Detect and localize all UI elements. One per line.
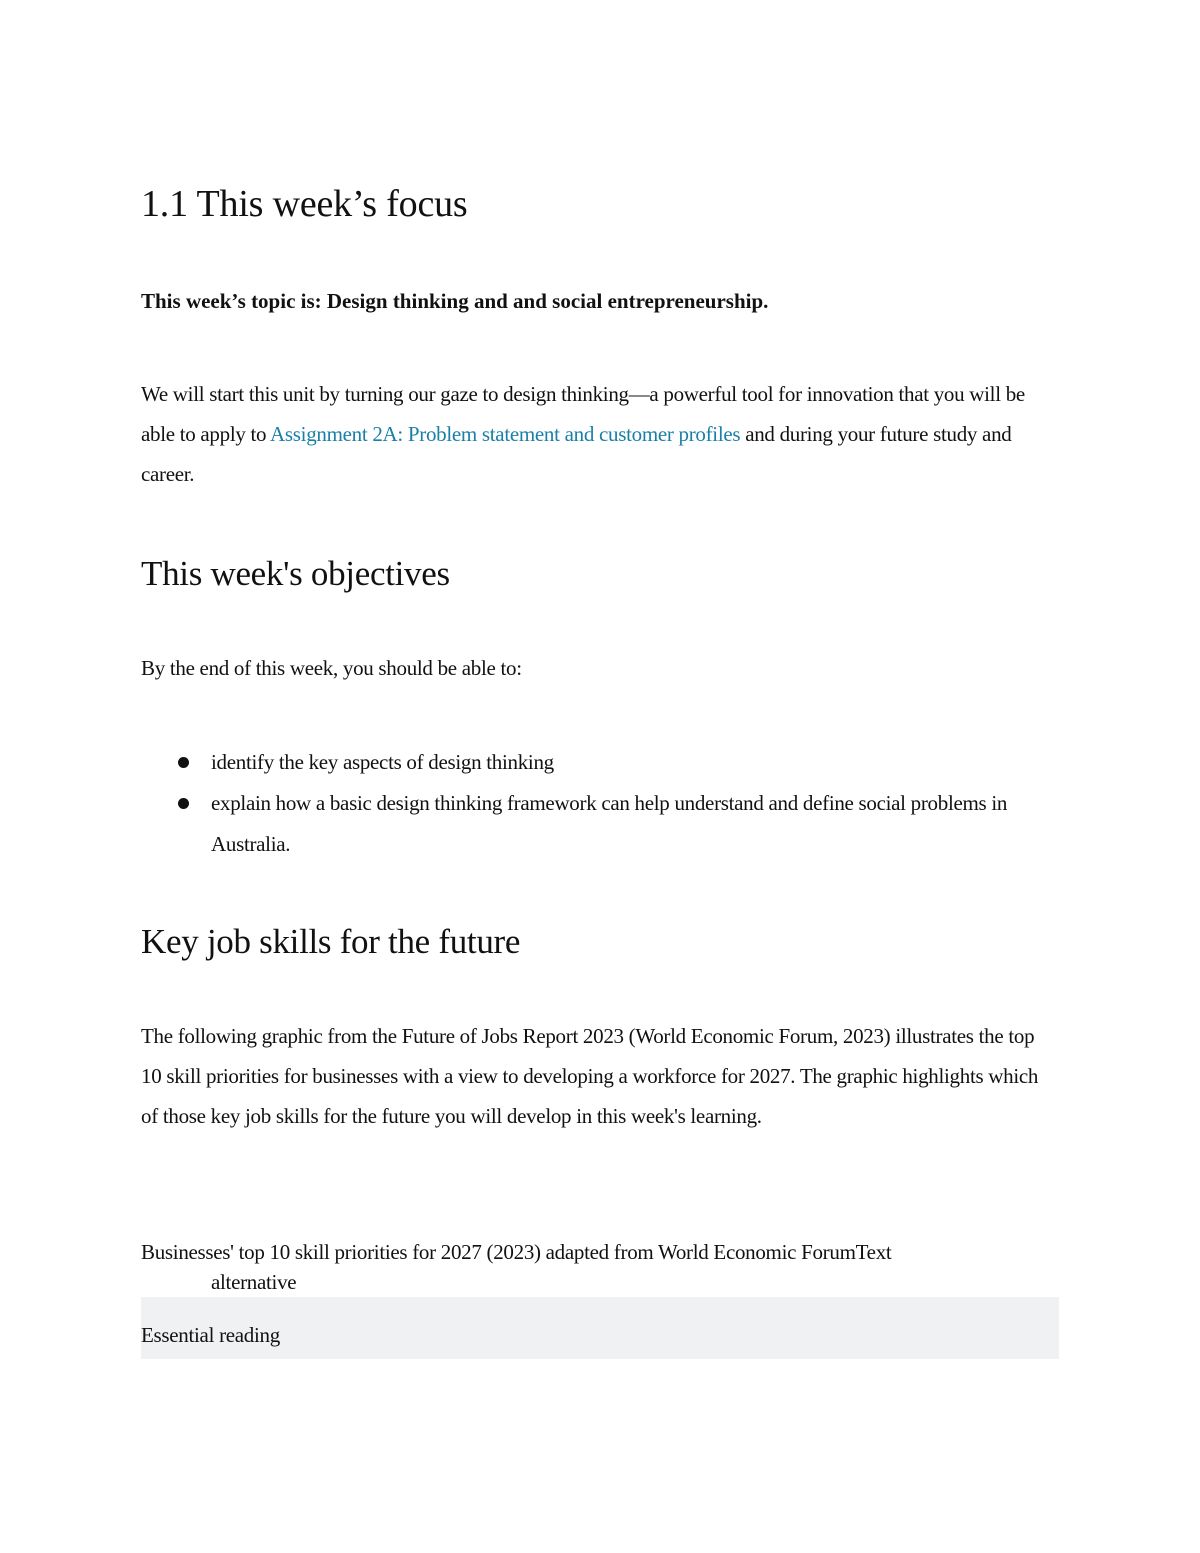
objectives-list: [141, 742, 1059, 865]
list-item: [141, 783, 1059, 865]
intro-paragraph: [141, 374, 1059, 494]
text-alternative-link[interactable]: alternative: [211, 1270, 297, 1294]
skills-paragraph: The following graphic from the Future of Jobs Report 2023 (World Economic Forum, 2023) illustrates the top 10 skill priorities for businesses with a view to developing a workforce for 2027. The graphic highlights which of those key job skills for the future you will develop in this week's learning.: [141, 1024, 1039, 1128]
caption-line-1: Businesses' top 10 skill priorities for 2027 (2023) adapted from World Economic ForumText: [141, 1240, 892, 1264]
intro-text-after: and during your future study and career.: [141, 422, 1012, 486]
image-caption: [141, 1237, 1041, 1297]
intro-text-before: We will start this unit by turning our gaze to design thinking—a powerful tool for innovation that you will be able to apply to: [141, 382, 1025, 446]
objectives-lead: By the end of this week, you should be able to:: [141, 656, 522, 680]
essential-reading-heading: Essential reading: [141, 1323, 280, 1347]
page-title: 1.1 This week’s focus: [141, 183, 468, 225]
skills-heading: Key job skills for the future: [141, 922, 521, 961]
objective-text: explain how a basic design thinking framework can help understand and define social problems in Australia.: [211, 791, 1008, 856]
topic-statement: This week’s topic is: Design thinking and and social entrepreneurship.: [141, 289, 769, 313]
objectives-heading: This week's objectives: [141, 554, 450, 593]
bullet-icon: [178, 798, 189, 809]
bullet-icon: [178, 757, 189, 768]
assignment-2a-link[interactable]: Assignment 2A: Problem statement and customer profiles: [270, 422, 741, 446]
list-item: [141, 742, 1059, 783]
objective-text: identify the key aspects of design thinking: [211, 750, 554, 774]
